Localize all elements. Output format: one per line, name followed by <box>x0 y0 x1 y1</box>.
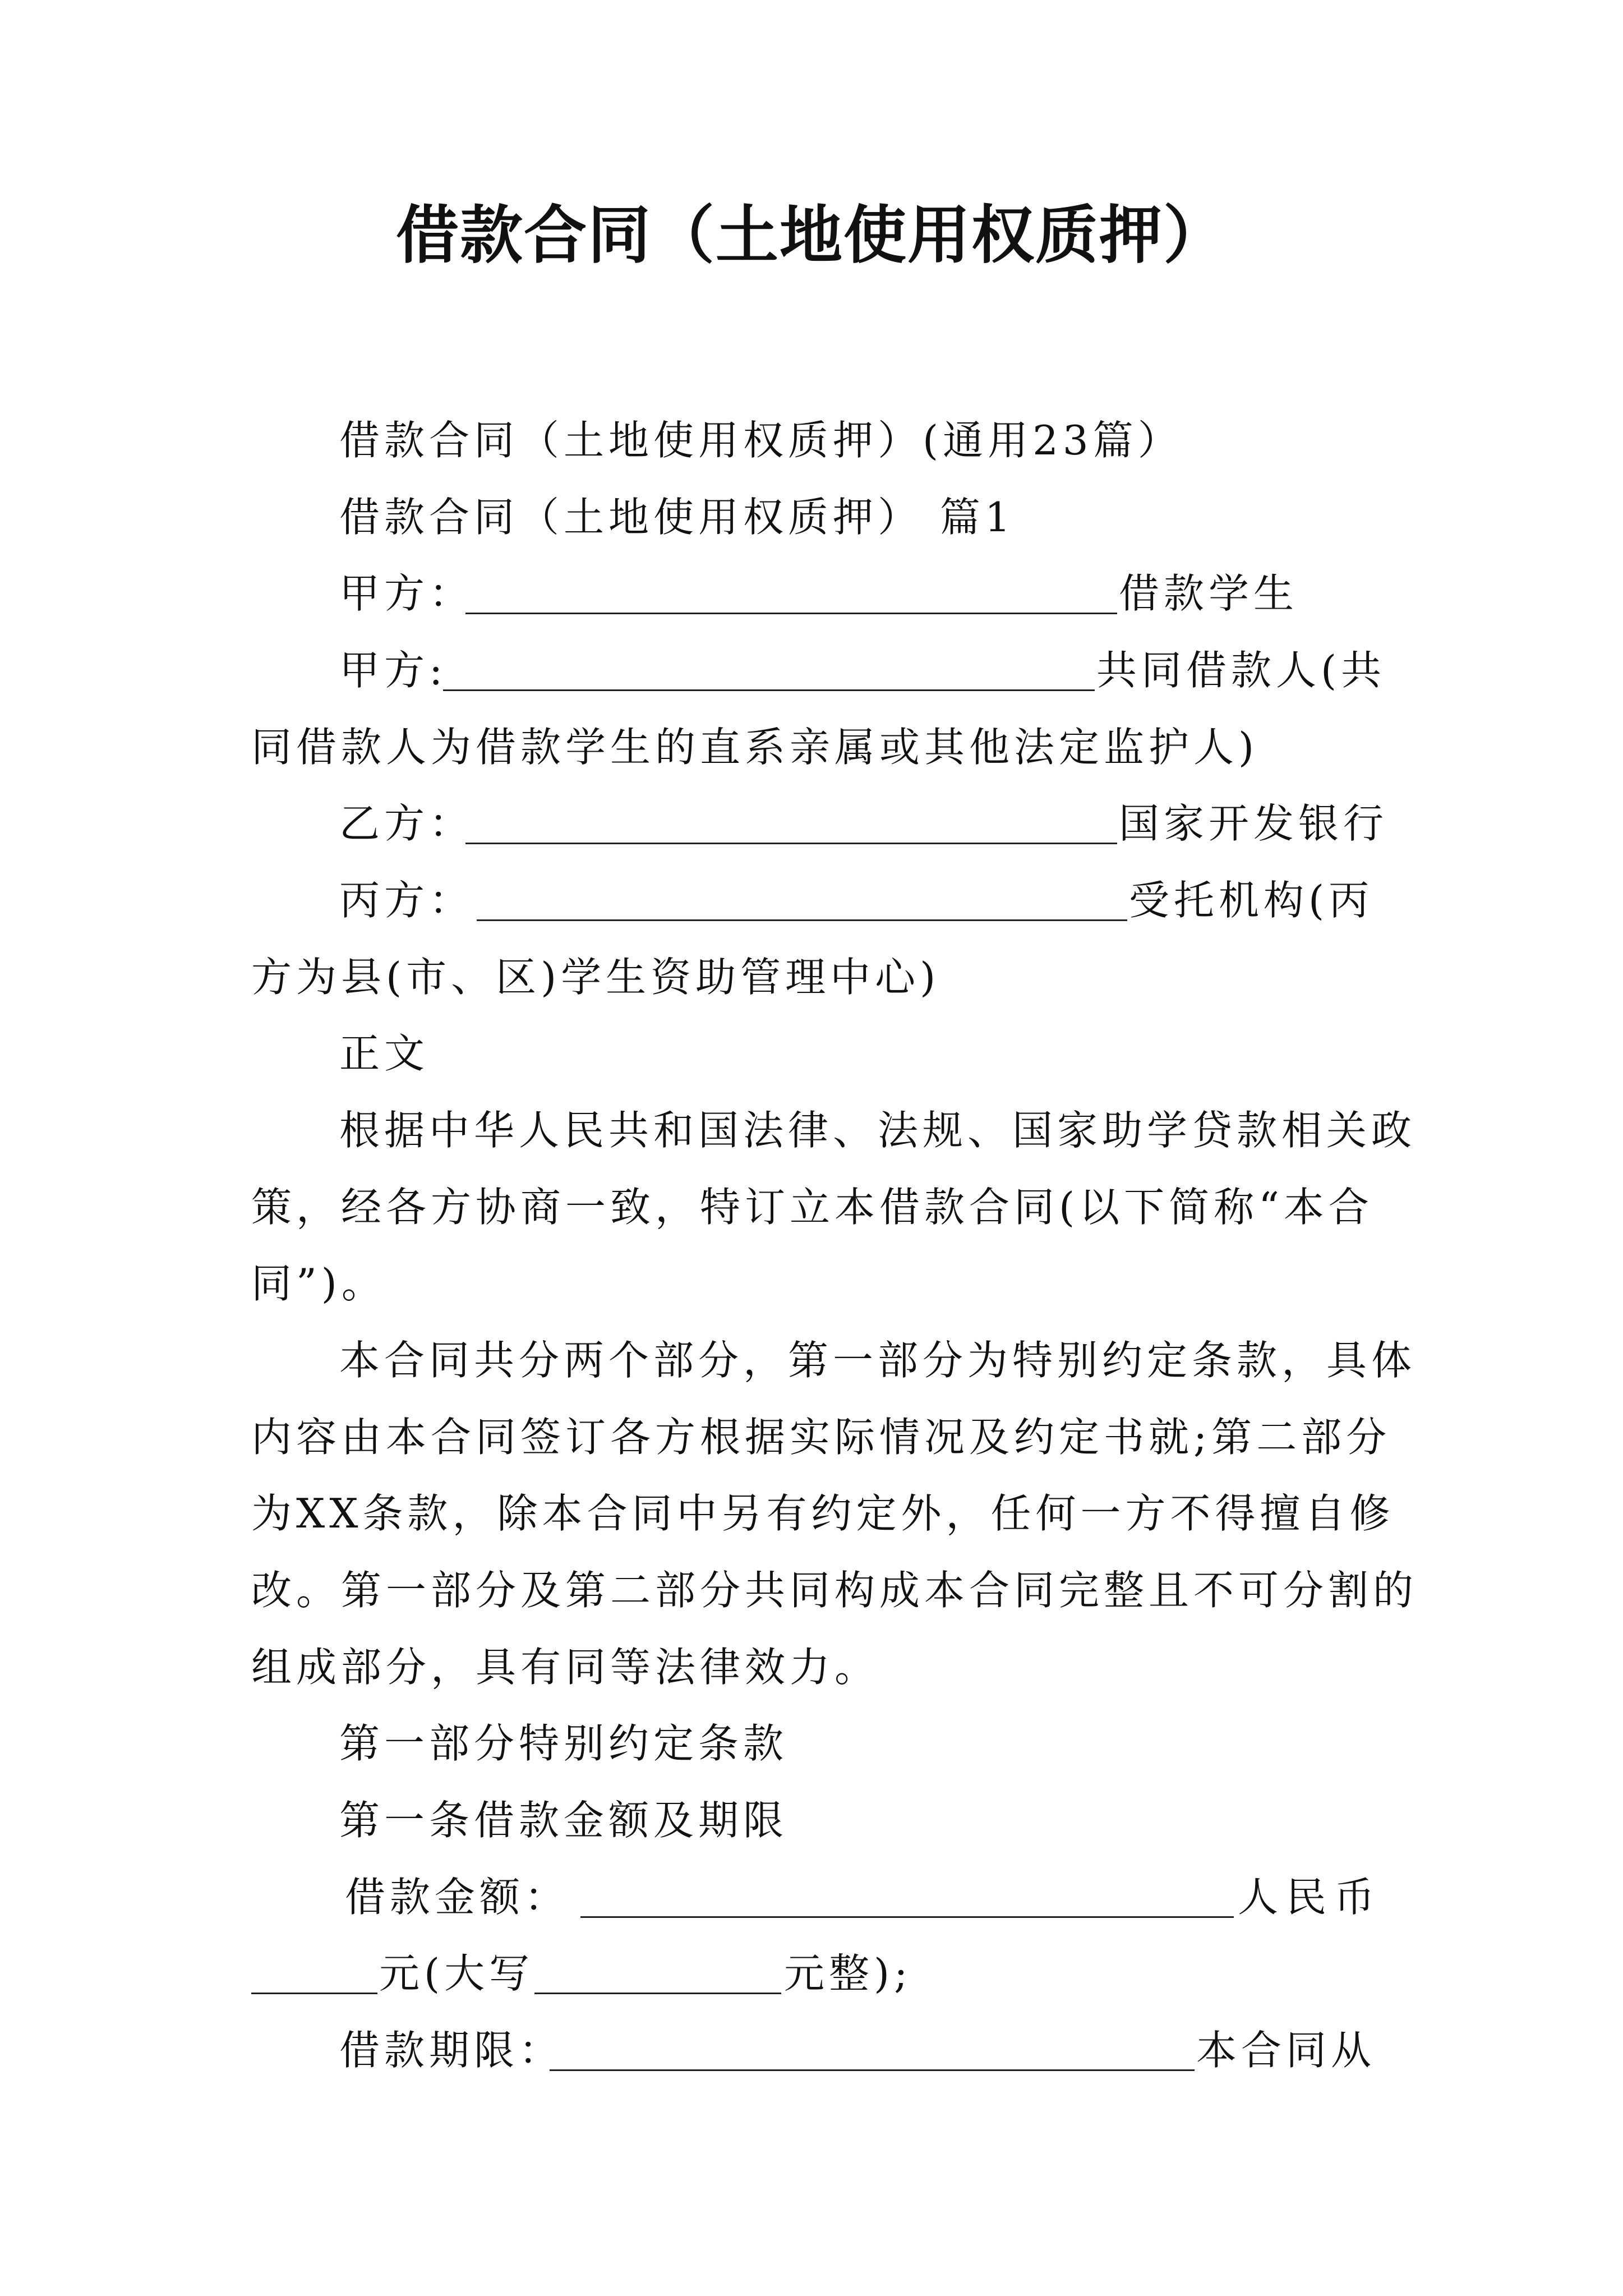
loan-amount-figure-blank[interactable] <box>251 1945 377 1994</box>
subtitle: 借款合同（土地使用权质押）(通用23篇） <box>339 417 1183 464</box>
party-a2-line <box>339 642 1386 698</box>
loan-amount-blank[interactable] <box>580 1869 1234 1918</box>
party-a2-blank[interactable] <box>443 642 1095 691</box>
party-c-line <box>339 872 1374 928</box>
party-a-label: 甲方： <box>339 570 474 617</box>
document-title: 借款合同（土地使用权质押） <box>396 199 1227 272</box>
party-a-line <box>339 565 1299 622</box>
party-a2-note: 同借款人为借款学生的直系亲属或其他法定监护人) <box>251 724 1259 771</box>
body-heading: 正文 <box>339 1030 430 1077</box>
para2-line-4: 改。第一部分及第二部分共同构成本合同完整且不可分割的 <box>251 1567 1418 1614</box>
article1-heading: 第一条借款金额及期限 <box>339 1797 789 1844</box>
party-c-label: 丙方： <box>339 877 474 924</box>
para2-line-3: 为XX条款，除本合同中另有约定外，任何一方不得擅自修 <box>251 1490 1395 1537</box>
party-c-note: 方为县(市、区)学生资助管理中心) <box>251 954 940 1001</box>
party-a-blank[interactable] <box>465 565 1117 614</box>
para2-line-5: 组成部分，具有同等法律效力。 <box>251 1644 880 1691</box>
loan-term-blank[interactable] <box>550 2022 1195 2071</box>
party-a2-label: 甲方: <box>339 647 448 694</box>
party-b-role: 国家开发银行 <box>1119 800 1389 847</box>
loan-term-after: 本合同从 <box>1196 2027 1376 2074</box>
party-c-role: 受托机构(丙 <box>1129 877 1374 924</box>
loan-amount-label: 借款金额： <box>345 1874 570 1921</box>
party-b-blank[interactable] <box>465 795 1117 844</box>
para2-line-2: 内容由本合同签订各方根据实际情况及约定书就;第二部分 <box>251 1414 1391 1461</box>
loan-amount-end: 元整); <box>784 1950 912 1997</box>
party-c-blank[interactable] <box>477 872 1127 921</box>
part1-heading: 第一部分特别约定条款 <box>339 1720 789 1767</box>
loan-term-label: 借款期限： <box>339 2027 564 2074</box>
para1-line-3: 同”)。 <box>251 1260 386 1307</box>
para2-line-1: 本合同共分两个部分，第一部分为特别约定条款，具体 <box>339 1337 1417 1384</box>
party-a-role: 借款学生 <box>1119 570 1299 617</box>
section-heading: 借款合同（土地使用权质押） 篇1 <box>339 494 1015 541</box>
para1-line-2: 策，经各方协商一致，特订立本借款合同(以下简称“本合 <box>251 1184 1373 1231</box>
loan-amount-line <box>345 1869 1383 1925</box>
loan-amount-words-blank[interactable] <box>534 1945 781 1994</box>
party-b-line <box>339 795 1389 852</box>
para1-line-1: 根据中华人民共和国法律、法规、国家助学贷款相关政 <box>339 1107 1417 1154</box>
party-a2-role: 共同借款人(共 <box>1096 647 1386 694</box>
loan-amount-currency: 人民币 <box>1238 1874 1383 1921</box>
party-b-label: 乙方： <box>339 800 474 847</box>
loan-term-line <box>339 2022 1376 2078</box>
loan-amount-unit: 元(大写 <box>379 1950 534 1997</box>
